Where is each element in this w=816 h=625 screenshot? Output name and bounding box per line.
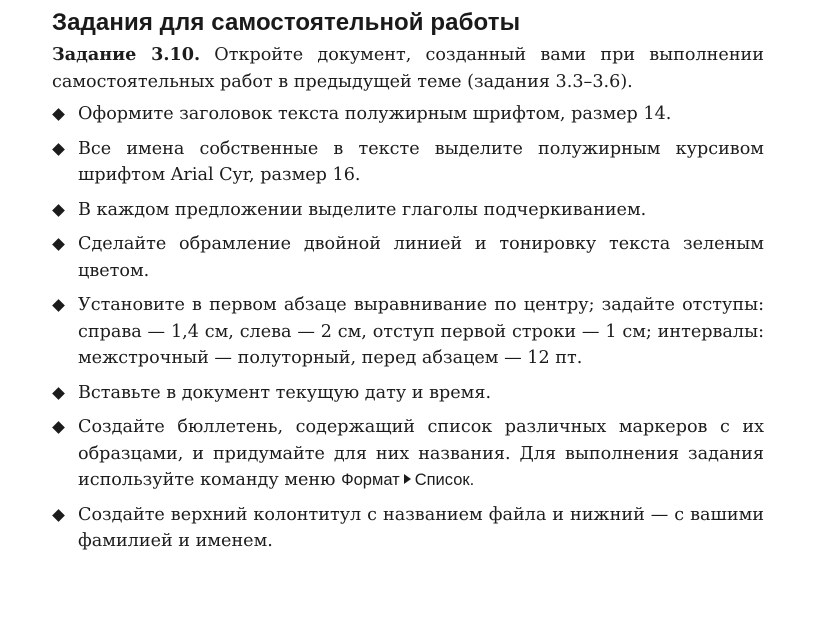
diamond-bullet-icon xyxy=(52,108,65,121)
list-item-text: Все имена собственные в тексте выделите полужирным курсивом шрифтом Arial Cyr, размер 16. xyxy=(78,138,764,185)
diamond-bullet-icon xyxy=(52,421,65,434)
task-text: Откройте документ, созданный вами при выполнении самостоятельных работ в предыдущей теме (задания 3.3–3.6). xyxy=(52,45,764,92)
document-page xyxy=(52,8,764,563)
diamond-bullet-icon xyxy=(52,387,65,400)
list-item xyxy=(52,414,764,494)
diamond-bullet-icon xyxy=(52,204,65,217)
task-paragraph xyxy=(52,42,764,95)
task-label: Задание 3.10. xyxy=(52,44,201,65)
list-item-text: Сделайте обрамление двойной линией и тонировку текста зеленым цветом. xyxy=(78,234,764,281)
list-item-text: Оформите заголовок текста полужирным шрифтом, размер 14. xyxy=(78,104,672,124)
list-item-text: Установите в первом абзаце выравнивание по центру; задайте отступы: справа — 1,4 см, слева — 2 см, отступ первой строки — 1 см; интервалы: межстрочный — полуторный, перед абзацем — 12 пт. xyxy=(78,295,764,368)
list-item-text: Вставьте в документ текущую дату и время. xyxy=(78,382,492,403)
diamond-bullet-icon xyxy=(52,238,65,251)
diamond-bullet-icon xyxy=(52,143,65,156)
menu-command-list: Список. xyxy=(414,471,475,489)
list-item-text: В каждом предложении выделите глаголы подчеркиванием. xyxy=(78,199,647,220)
list-item xyxy=(52,101,764,128)
list-item xyxy=(52,292,764,372)
list-item xyxy=(52,231,764,284)
list-item xyxy=(52,136,764,189)
section-heading: Задания для самостоятельной работы xyxy=(52,9,521,36)
list-item-text: Создайте верхний колонтитул с названием файла и нижний — с вашими фамилией и именем. xyxy=(78,504,764,551)
list-item xyxy=(52,197,764,224)
diamond-bullet-icon xyxy=(52,299,65,312)
list-item-text: Создайте бюллетень, содержащий список различных маркеров с их образцами, и придумайте для них названия. Для выполнения задания используйте команду меню xyxy=(78,417,764,490)
task-bullet-list xyxy=(52,101,764,555)
list-item xyxy=(52,502,764,555)
menu-command-format: Формат xyxy=(341,471,400,489)
diamond-bullet-icon xyxy=(52,509,65,522)
list-item xyxy=(52,380,764,407)
menu-arrow-icon xyxy=(404,474,411,484)
